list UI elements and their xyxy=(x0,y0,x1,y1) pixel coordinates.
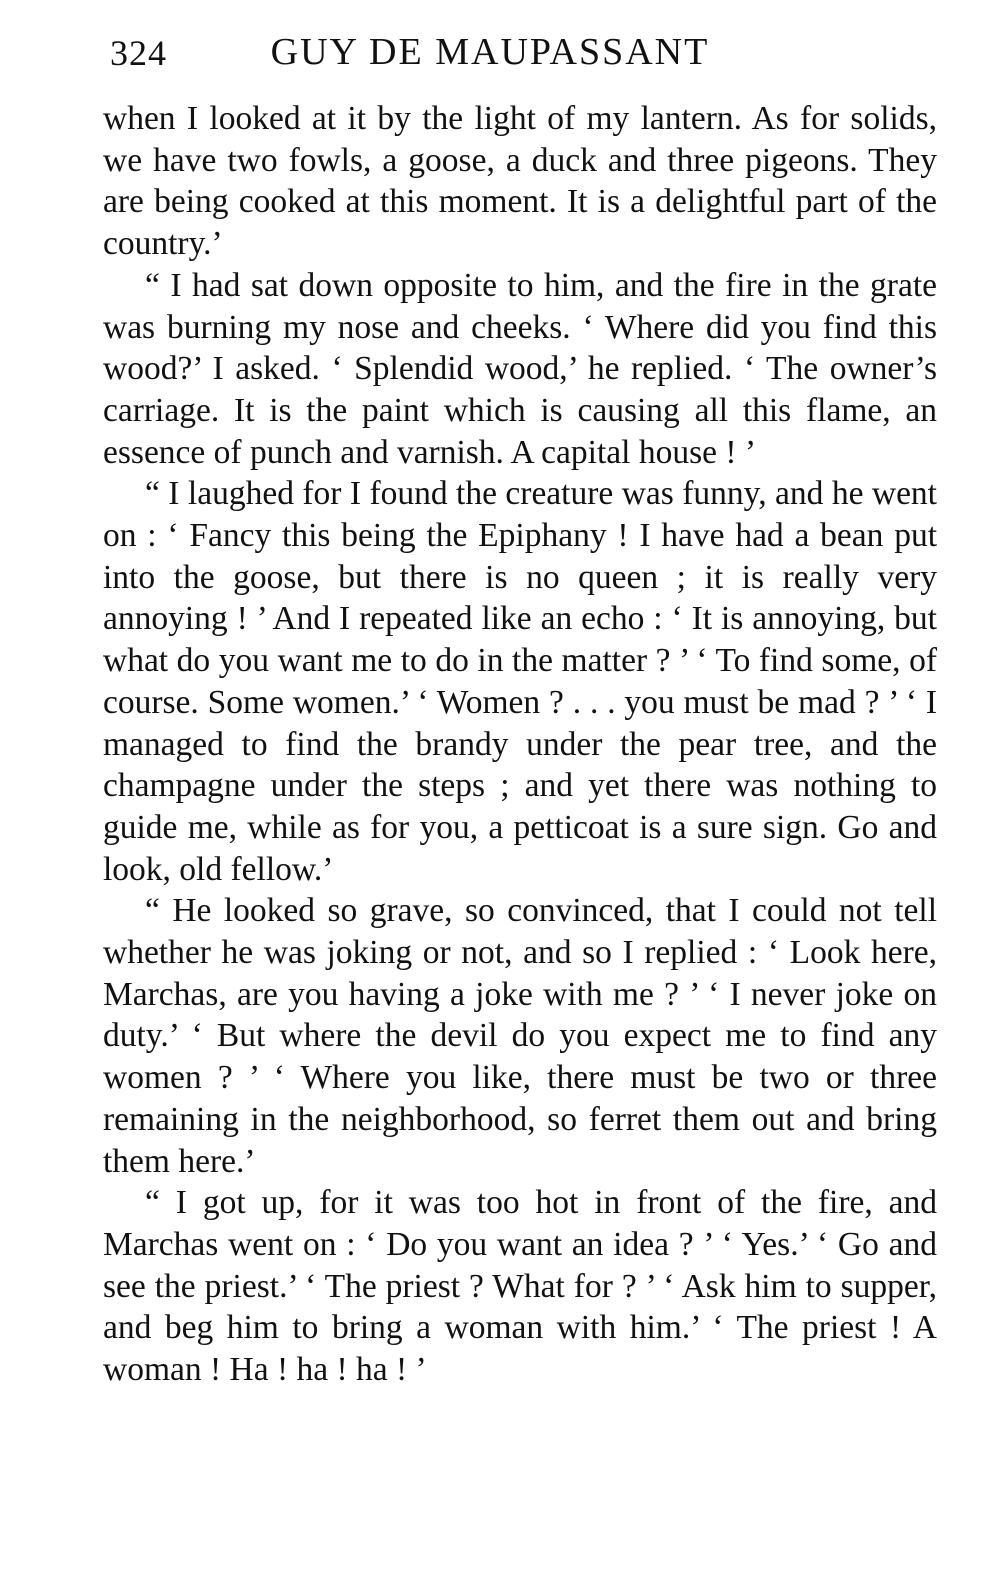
paragraph: “ I had sat down opposite to him, and the fire in the grate was burning my nose and cheeks. ‘ Where did you find this wood?’ I asked. ‘ Splendid wood,’ he replied. ‘ The owner’s carriage. It is the paint which is causing all this flame, an essence of punch and varnish. A capital house ! ’ xyxy=(103,266,937,471)
paragraph: “ I laughed for I found the creature was funny, and he went on : ‘ Fancy this being the Epiphany ! I have had a bean put into the goose, but there is no queen ; it is really very annoying ! ’ And I repeated like an echo : ‘ It is annoying, but what do you want me to do in the matter ? ’ ‘ To find some, of course. Some women.’ ‘ Women ? . . . you must be mad ? ’ ‘ I managed to find the brandy under the pear tree, and the champagne under the steps ; and yet there was nothing to guide me, while as for you, a petticoat is a sure sign. Go and look, old fellow.’ xyxy=(103,475,937,888)
running-head: GUY DE MAUPASSANT xyxy=(270,31,710,73)
paragraph: “ I got up, for it was too hot in front of the fire, and Marchas went on : ‘ Do you want an idea ? ’ ‘ Yes.’ ‘ Go and see the priest.’ ‘ The priest ? What for ? ’ ‘ Ask him to supper, and beg him to bring a woman with him.’ ‘ The priest ! A woman ! Ha ! ha ! ha ! ’ xyxy=(103,1184,937,1389)
page-header xyxy=(100,26,940,76)
page-body xyxy=(103,98,937,1391)
paragraph: “ He looked so grave, so convinced, that I could not tell whether he was joking or not, and so I replied : ‘ Look here, Marchas, are you having a joke with me ? ’ ‘ I never joke on duty.’ ‘ But where the devil do you expect me to find any women ? ’ ‘ Where you like, there must be two or three remaining in the neighborhood, so ferret them out and bring them here.’ xyxy=(103,892,937,1180)
paragraph: when I looked at it by the light of my lantern. As for solids, we have two fowls, a goose, a duck and three pigeons. They are being cooked at this moment. It is a delightful part of the country.’ xyxy=(103,100,937,263)
page-number: 324 xyxy=(110,33,167,73)
